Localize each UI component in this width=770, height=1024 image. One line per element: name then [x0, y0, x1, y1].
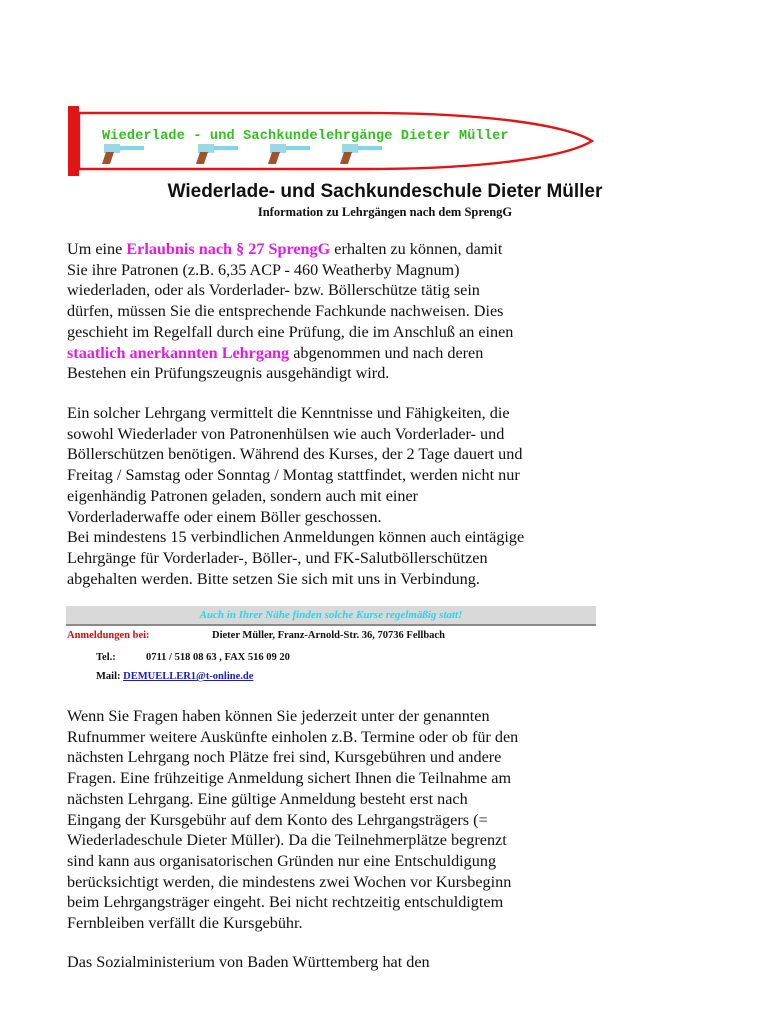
revolver-icon [340, 144, 382, 164]
questions-line: berücksichtigt werden, die mindestens zwei Wochen vor Kursbeginn [67, 872, 512, 891]
course-paragraph [67, 403, 707, 589]
questions-line: beim Lehrgangsträger eingeht. Bei nicht rechtzeitig entschuldigtem [67, 893, 504, 912]
course-line: Lehrgänge für Vorderlader-, Böller-, und FK-Salutböllerschützen [67, 548, 488, 567]
nearby-courses-banner: Auch in Ihrer Nähe finden solche Kurse regelmäßig statt! [66, 606, 596, 626]
course-line: Ein solcher Lehrgang vermittelt die Kenntnisse und Fähigkeiten, die [67, 404, 510, 422]
revolver-icon [102, 144, 144, 164]
questions-line: Fernbleiben verfällt die Kursgebühr. [67, 914, 303, 933]
intro-line [67, 239, 707, 260]
mail-label: Mail: [96, 671, 124, 682]
highlight-course: staatlich anerkannten Lehrgang [67, 343, 290, 362]
questions-line: nächsten Lehrgang. Eine gültige Anmeldung besteht erst nach [67, 789, 468, 808]
intro-text: erhalten zu können, damit [330, 240, 503, 258]
intro-line: dürfen, müssen Sie die entsprechende Fachkunde nachweisen. Dies [67, 302, 504, 321]
intro-line: Sie ihre Patronen (z.B. 6,35 ACP - 460 Weatherby Magnum) [67, 260, 460, 279]
intro-paragraph [67, 239, 707, 384]
page-title: Wiederlade- und Sachkundeschule Dieter Müller [167, 181, 603, 202]
intro-line: Bestehen ein Prüfungszeugnis ausgehändigt wird. [67, 364, 390, 383]
intro-text: Um eine [67, 240, 127, 258]
course-line: Bei mindestens 15 verbindlichen Anmeldungen können auch eintägige [67, 528, 525, 547]
questions-paragraph [67, 706, 707, 934]
questions-line: Wenn Sie Fragen haben können Sie jederzeit unter der genannten [67, 707, 490, 725]
questions-line: sind kann aus organisatorischen Gründen nur eine Entschuldigung [67, 851, 497, 870]
contact-address: Dieter Müller, Franz-Arnold-Str. 36, 70736 Fellbach [212, 630, 445, 641]
course-line: Vorderladerwaffe oder einem Böller geschossen. [67, 507, 382, 526]
tel-value: 0711 / 518 08 63 , FAX 516 09 20 [146, 652, 290, 663]
ministry-line: Das Sozialministerium von Baden Württemberg hat den [67, 953, 430, 971]
highlight-permit: Erlaubnis nach § 27 SprengG [126, 240, 331, 258]
questions-line: Rufnummer weitere Auskünfte einholen z.B. Termine oder ob für den [67, 727, 519, 746]
course-line: abgehalten werden. Bitte setzen Sie sich mit uns in Verbindung. [67, 569, 480, 588]
course-line: Böllerschützen benötigen. Während des Kurses, der 2 Tage dauert und [67, 445, 523, 464]
ministry-paragraph [67, 952, 707, 973]
tel-label: Tel.: [96, 652, 116, 663]
revolver-icon [196, 144, 238, 164]
questions-line: Fragen. Eine frühzeitige Anmeldung sichert Ihnen die Teilnahme am [67, 769, 512, 788]
mail-link[interactable]: DEMUELLER1@t-online.de [123, 671, 254, 682]
course-line: sowohl Wiederlader von Patronenhülsen wie auch Vorderlader- und [67, 424, 505, 443]
course-line: eigenhändig Patronen geladen, sondern auch mit einer [67, 486, 419, 505]
cartridge-base [68, 106, 79, 176]
intro-line: geschieht im Regelfall durch eine Prüfung, die im Anschluß an einen [67, 322, 514, 341]
intro-line: wiederladen, oder als Vorderlader- bzw. Böllerschütze tätig sein [67, 281, 480, 300]
page-subtitle: Information zu Lehrgängen nach dem SprengG [257, 205, 513, 219]
questions-line: Wiederladeschule Dieter Müller). Da die Teilnehmerplätze begrenzt [67, 831, 507, 850]
mail-row [96, 671, 253, 682]
questions-line: Eingang der Kursgebühr auf dem Konto des Lehrgangsträgers (= [67, 810, 488, 829]
questions-line: nächsten Lehrgang noch Plätze frei sind, Kursgebühren und andere [67, 748, 502, 767]
intro-line [67, 343, 707, 364]
revolver-icon [268, 144, 310, 164]
banner-text: Wiederlade - und Sachkundelehrgänge Dieter Müller [102, 129, 509, 144]
intro-text: abgenommen und nach deren [289, 343, 484, 362]
course-line: Freitag / Samstag oder Sonntag / Montag stattfindet, werden nicht nur [67, 466, 520, 485]
banner [66, 103, 596, 179]
contact-label: Anmeldungen bei: [67, 630, 150, 641]
